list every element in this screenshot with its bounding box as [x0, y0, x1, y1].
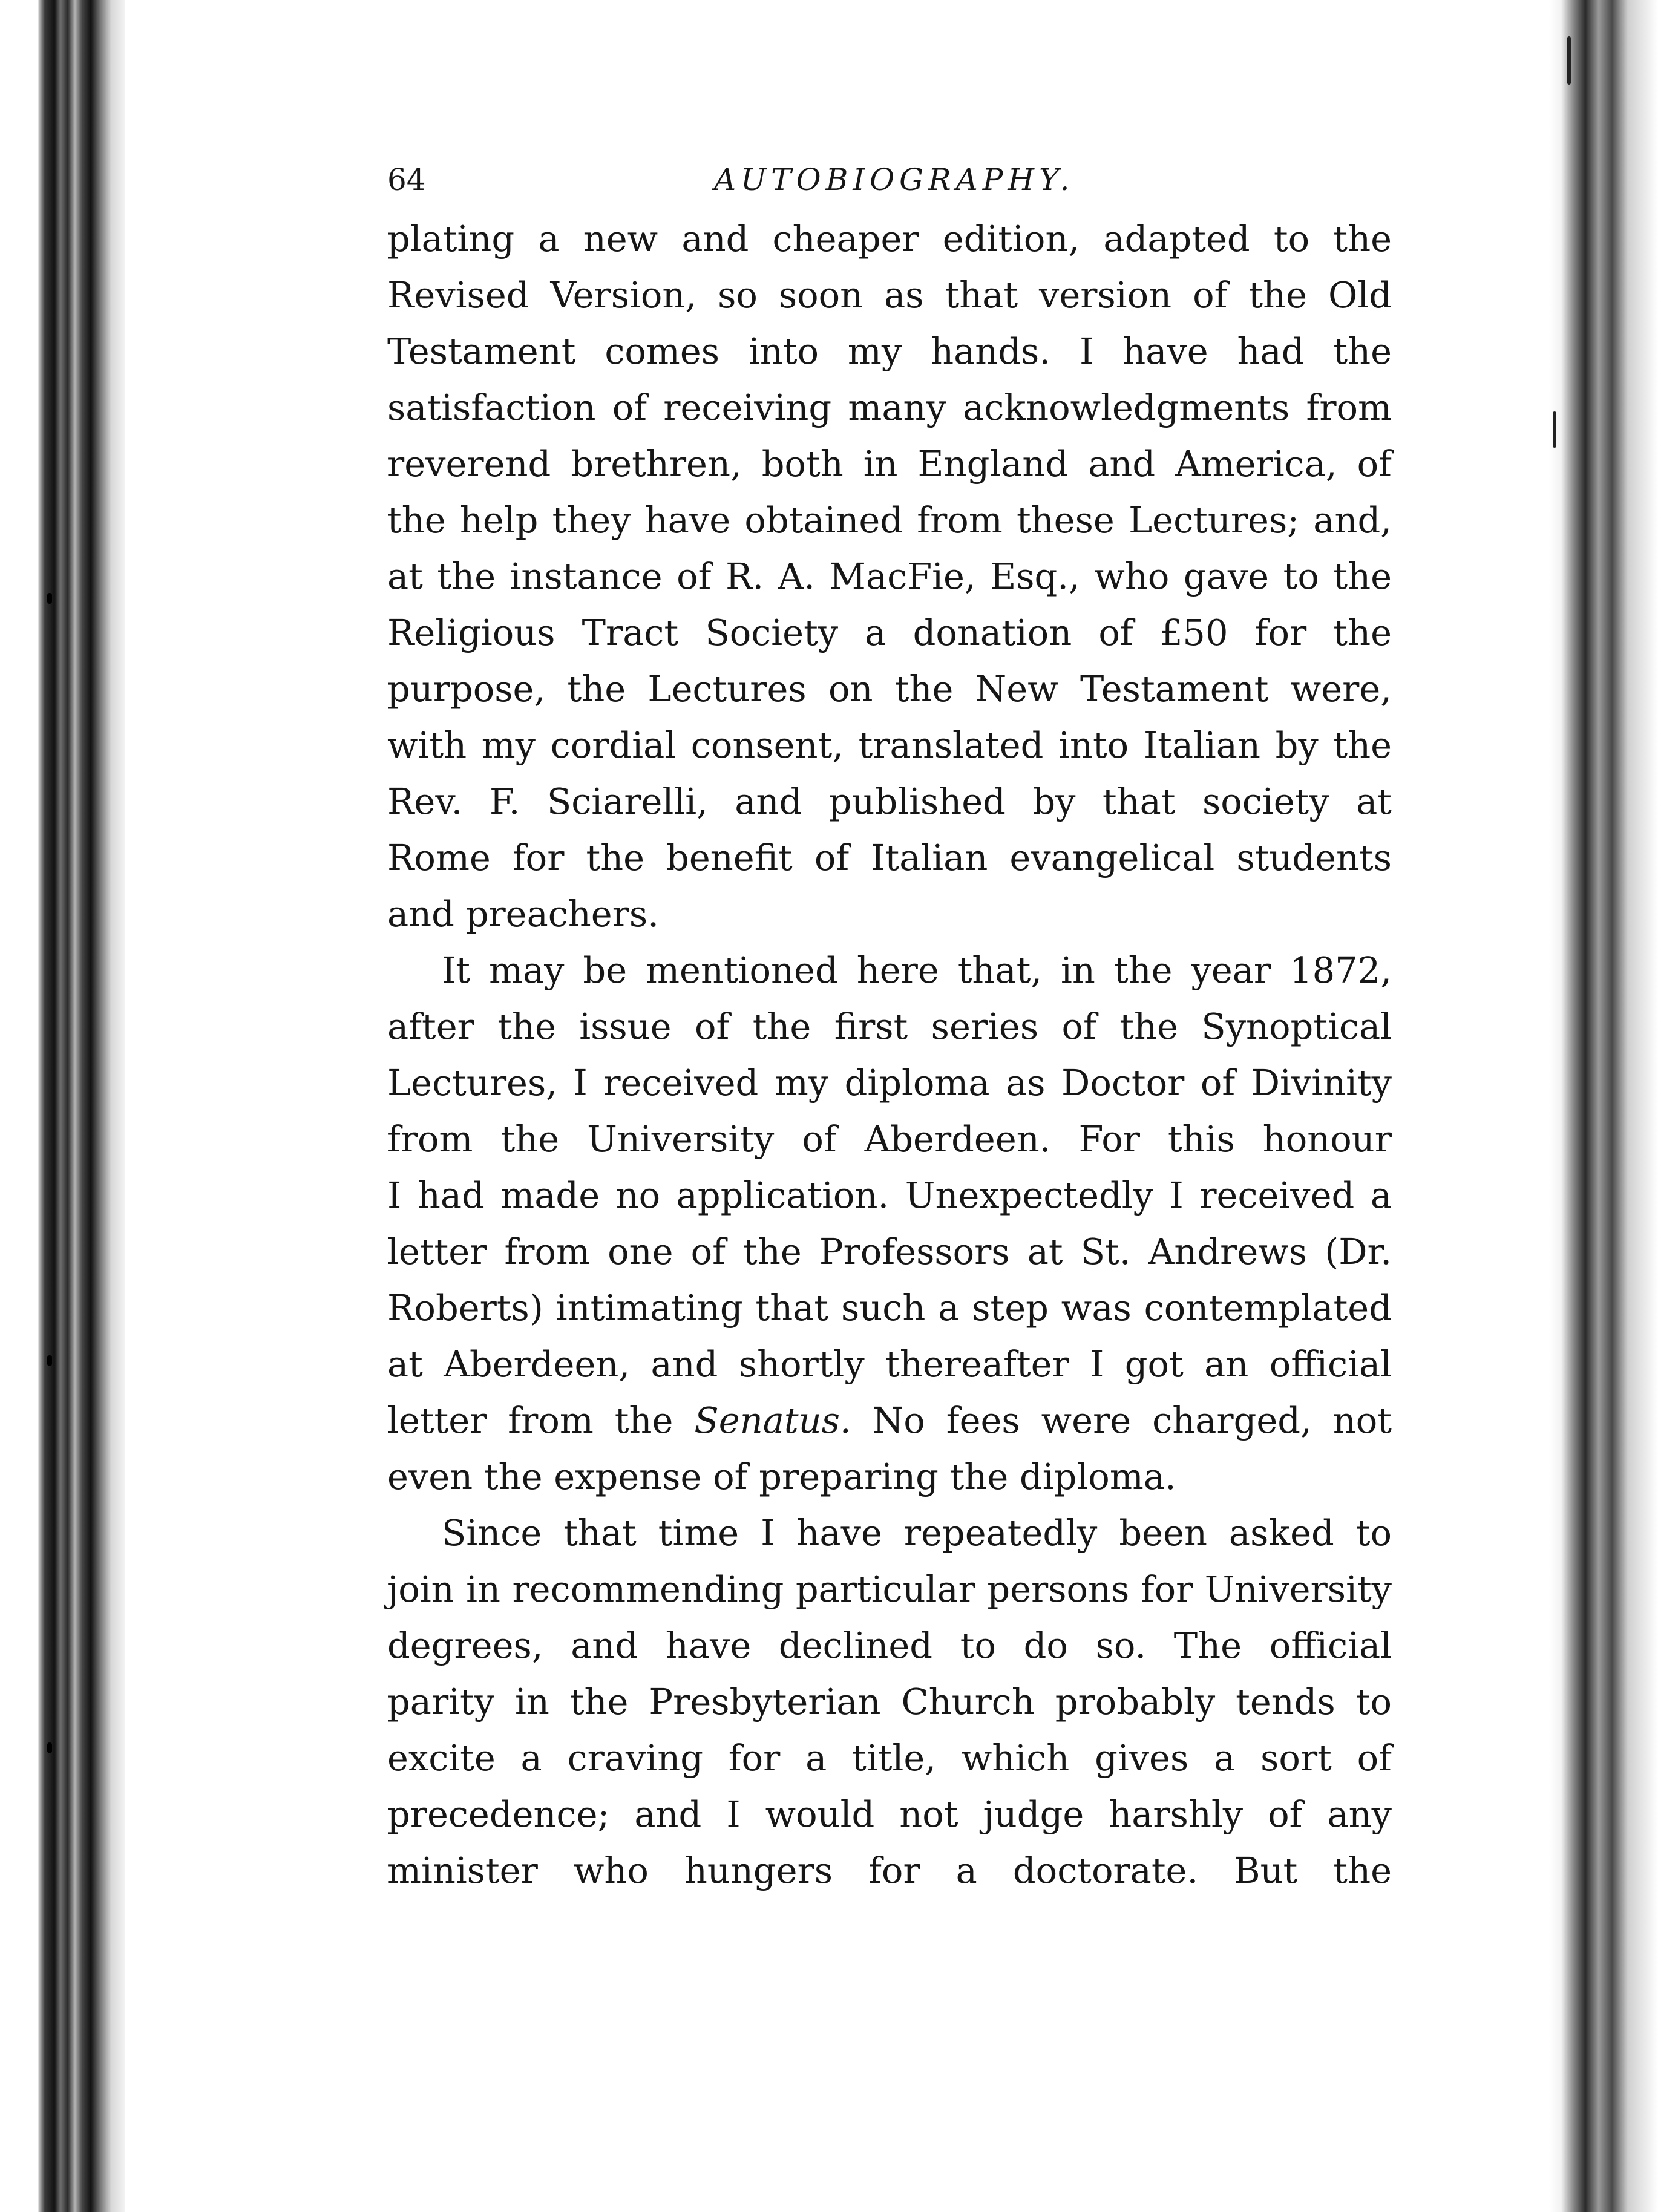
text-line: Lectures, I received my diploma as Doctor of Divinity [387, 1062, 1392, 1104]
spine-speck [47, 593, 52, 604]
text-line: Rev. F. Sciarelli, and published by that society at [387, 780, 1392, 822]
text-line [387, 1392, 1392, 1448]
text-line: after the issue of the first series of the Synoptical [387, 1006, 1392, 1047]
text-line: the help they have obtained from these Lectures; and, [387, 499, 1392, 541]
text-line: at Aberdeen, and shortly thereafter I got an official [387, 1343, 1392, 1385]
text-segment: No fees were charged, not [872, 1399, 1392, 1441]
text-segment: letter from the [387, 1399, 673, 1441]
text-line: Roberts) intimating that such a step was contemplated [387, 1287, 1392, 1329]
text-line: Testament comes into my hands. I have had the [387, 330, 1392, 372]
page-body [387, 152, 1392, 1899]
edge-mark [1567, 36, 1571, 85]
text-line: from the University of Aberdeen. For this honour [387, 1118, 1392, 1160]
text-line: It may be mentioned here that, in the year 1872, [442, 949, 1392, 991]
text-line: parity in the Presbyterian Church probably tends to [387, 1681, 1392, 1723]
text-line: at the instance of R. A. MacFie, Esq., who gave to the [387, 555, 1392, 597]
page-number: 64 [387, 162, 426, 197]
text-line: and preachers. [387, 893, 659, 935]
text-line: I had made no application. Unexpectedly I received a [387, 1174, 1392, 1216]
body-text [387, 211, 1392, 1899]
text-line: excite a craving for a title, which gives a sort of [387, 1737, 1392, 1779]
text-line: with my cordial consent, translated into Italian by the [387, 724, 1392, 766]
text-line: even the expense of preparing the diploma. [387, 1456, 1176, 1497]
spine-speck [47, 1742, 52, 1753]
spine-speck [47, 1355, 52, 1366]
text-line: letter from one of the Professors at St. Andrews (Dr. [387, 1231, 1392, 1272]
text-line: Revised Version, so soon as that version of the Old [387, 274, 1392, 316]
text-line: join in recommending particular persons for University [387, 1568, 1392, 1610]
text-line: reverend brethren, both in England and America, of [387, 443, 1392, 485]
text-line: Since that time I have repeatedly been asked to [442, 1512, 1392, 1554]
running-head [387, 152, 1392, 207]
text-line: minister who hungers for a doctorate. But the [387, 1850, 1392, 1891]
edge-mark [1553, 411, 1556, 448]
text-line: satisfaction of receiving many acknowledgments from [387, 387, 1392, 428]
text-line: degrees, and have declined to do so. The official [387, 1625, 1392, 1666]
senatus-italic: Senatus. [694, 1399, 851, 1441]
text-line: precedence; and I would not judge harshly of any [387, 1793, 1392, 1835]
text-line: plating a new and cheaper edition, adapted to the [387, 218, 1392, 260]
text-line: purpose, the Lectures on the New Testament were, [387, 668, 1392, 710]
next-page-edge [1549, 0, 1658, 2212]
book-spine [0, 0, 125, 2212]
text-line: Religious Tract Society a donation of £50 for the [387, 612, 1392, 653]
text-line: Rome for the benefit of Italian evangelical students [387, 837, 1392, 879]
running-title: AUTOBIOGRAPHY. [714, 162, 1075, 197]
